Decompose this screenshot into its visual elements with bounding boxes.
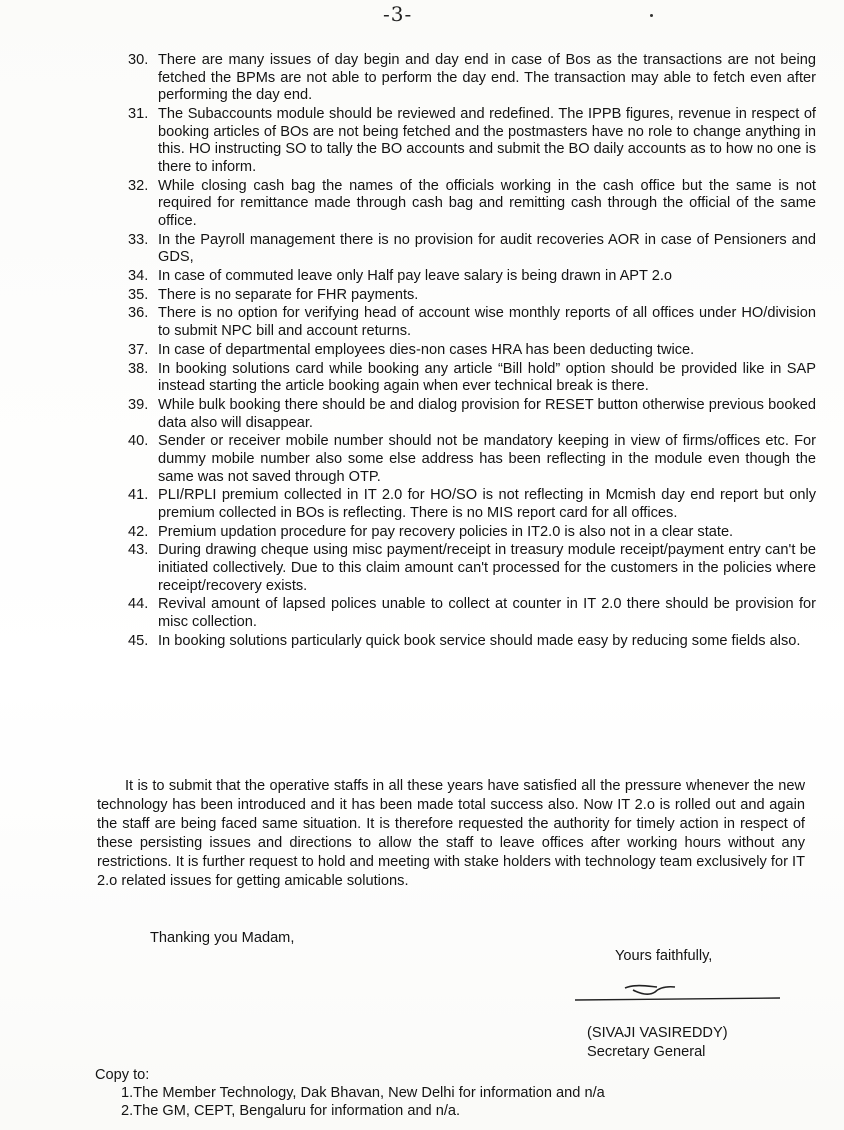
item-text: In case of commuted leave only Half pay leave salary is being drawn in APT 2.o [158, 267, 673, 284]
handwritten-signature [575, 978, 780, 1004]
item-text: Revival amount of lapsed polices unable to collect at counter in IT 2.0 there should be provision for misc collection. [158, 596, 816, 631]
item-number: 45. [128, 632, 149, 649]
list-item [128, 542, 816, 595]
item-text: PLI/RPLI premium collected in IT 2.0 for HO/SO is not reflecting in Mcmish day end report but only premium collected in BOs is reflecting. There is no MIS report card for all offices. [158, 487, 816, 521]
list-item [128, 106, 816, 176]
list-item [128, 305, 816, 340]
item-text: While closing cash bag the names of the officials working in the cash office but the same is not required for remittance made through cash bag and remitting cash through the official of the same office. [158, 177, 816, 229]
list-item [128, 397, 816, 432]
list-item [128, 633, 816, 651]
item-number: 40. [128, 433, 149, 450]
item-number: 43. [128, 542, 149, 559]
list-item [128, 433, 816, 486]
item-text: Premium updation procedure for pay recovery policies in IT2.0 is also not in a clear state. [158, 523, 734, 540]
signatory-name: (SIVAJI VASIREDDY) [587, 1025, 728, 1041]
list-item [128, 52, 816, 105]
item-number: 38. [128, 360, 149, 377]
item-number: 34. [128, 267, 149, 284]
item-number: 33. [128, 231, 149, 248]
item-number: 31. [128, 105, 149, 122]
item-text: In booking solutions card while booking any article “Bill hold” option should be provided like in SAP instead starting the article booking again when ever technical break is there. [158, 360, 816, 395]
item-number: 36. [128, 305, 149, 322]
copy-to-line: 1.The Member Technology, Dak Bhavan, New Delhi for information and n/a [121, 1085, 605, 1101]
item-number: 32. [128, 177, 149, 194]
signatory-title: Secretary General [587, 1044, 706, 1060]
item-number: 35. [128, 286, 149, 303]
item-text: In case of departmental employees dies-non cases HRA has been deducting twice. [158, 341, 695, 358]
yours-faithfully: Yours faithfully, [615, 948, 713, 964]
item-number: 37. [128, 341, 149, 358]
item-number: 44. [128, 596, 149, 613]
thanks-line: Thanking you Madam, [150, 930, 295, 946]
copy-to-line: 2.The GM, CEPT, Bengaluru for information and n/a. [121, 1103, 461, 1119]
list-item [128, 232, 816, 267]
copy-to-block [95, 1066, 605, 1120]
list-item [128, 342, 816, 360]
item-number: 42. [128, 523, 149, 540]
item-text: There is no option for verifying head of account wise monthly reports of all offices under HO/division to submit NPC bill and account returns. [158, 305, 816, 340]
item-text: While bulk booking there should be and dialog provision for RESET button otherwise previous booked data also will disappear. [158, 396, 816, 431]
signatory-block [587, 1024, 728, 1062]
list-item [128, 596, 816, 631]
list-item [128, 268, 816, 286]
item-text: There is no separate for FHR payments. [158, 286, 419, 303]
item-text: There are many issues of day begin and day end in case of Bos as the transactions are not being fetched the BPMs are not able to perform the day end. The transaction may able to fetch even after performing the day end. [158, 52, 816, 104]
closing-paragraph: It is to submit that the operative staffs in all these years have satisfied all the pressure whenever the new technology has been introduced and it has been made total success also. Now IT 2.o is rolled out and again the staff are being faced same situation. It is therefore requested the authority for timely action in respect of these persisting issues and directions to allow the staff to leave offices after working hours without any restrictions. It is further request to hold and meeting with stake holders with technology team exclusively for IT 2.o related issues for getting amicable solutions. [97, 778, 805, 890]
item-text: In booking solutions particularly quick book service should made easy by reducing some fields also. [158, 632, 801, 649]
list-item [128, 361, 816, 396]
item-number: 41. [128, 487, 149, 504]
item-number: 39. [128, 396, 149, 413]
item-text: In the Payroll management there is no provision for audit recoveries AOR in case of Pensioners and GDS, [158, 231, 816, 266]
item-text: The Subaccounts module should be reviewed and redefined. The IPPB figures, revenue in respect of booking articles of BOs are not being fetched and the postmasters have no role to change anything in this. HO instructing SO to tally the BO accounts and submit the BO daily accounts as to how no one is there to inform. [158, 105, 816, 175]
list-item [128, 178, 816, 231]
page-number: -3- [383, 2, 413, 26]
item-text: Sender or receiver mobile number should not be mandatory keeping in view of firms/offices etc. For dummy mobile number also some else address has been reflecting in the module even though the same was not saved through OTP. [158, 433, 816, 485]
list-item [128, 287, 816, 305]
item-number: 30. [128, 52, 149, 68]
item-text: During drawing cheque using misc payment/receipt in treasury module receipt/payment entry can't be initiated collectively. Due to this claim amount can't processed for the customers in the policies where receipt/recovery exists. [158, 542, 816, 594]
issues-list [128, 52, 816, 652]
copy-to-heading: Copy to: [95, 1067, 150, 1083]
ink-speck [650, 14, 653, 17]
list-item [128, 524, 816, 542]
list-item [128, 487, 816, 522]
